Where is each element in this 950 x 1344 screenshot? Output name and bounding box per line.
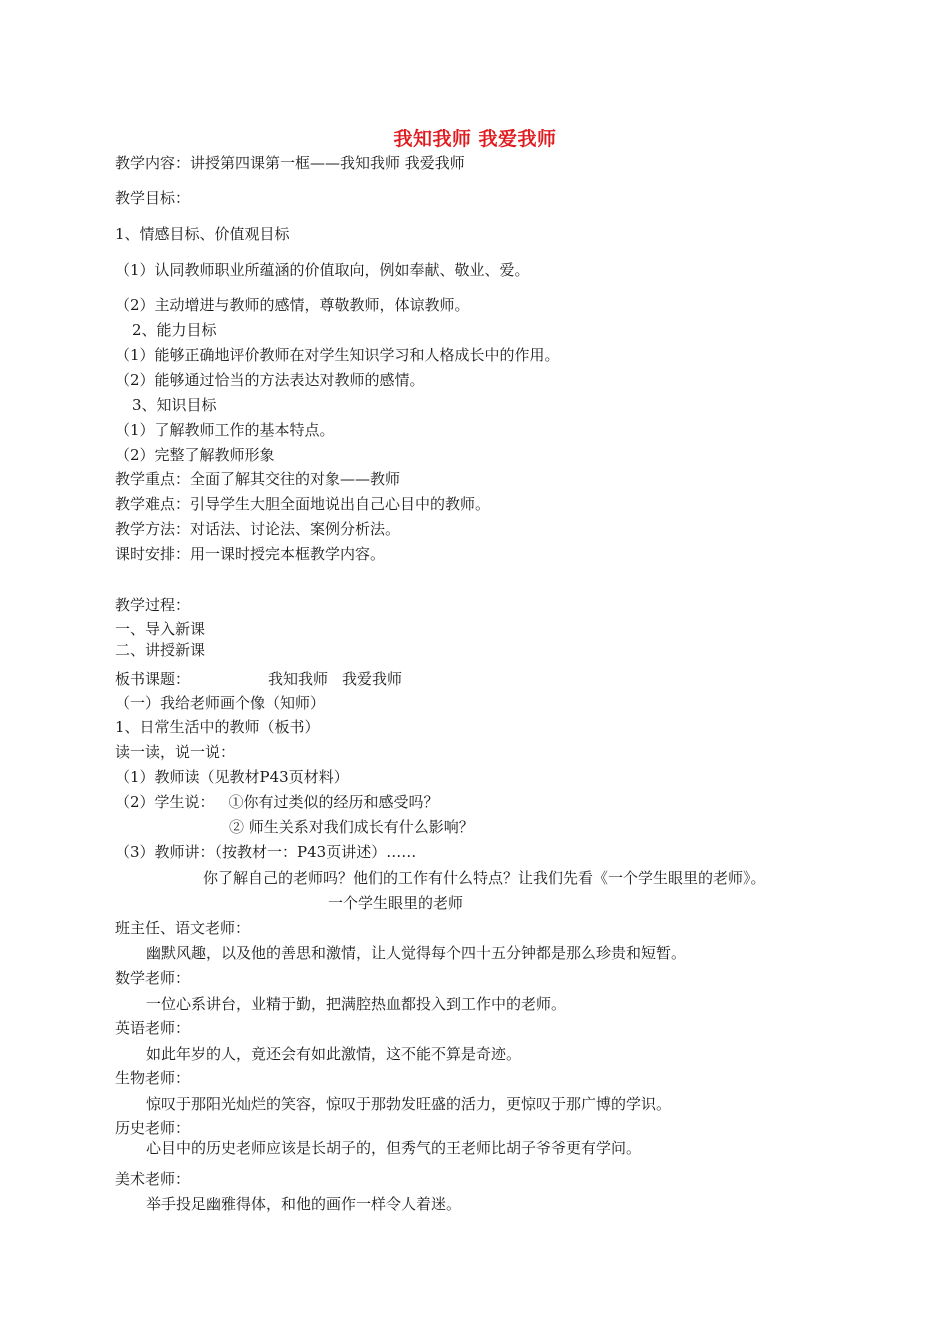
sub1-heading: 1、日常生活中的教师（板书） <box>115 718 320 736</box>
board-title-b: 我爱我师 <box>342 670 403 688</box>
teacher-desc: 举手投足幽雅得体，和他的画作一样令人着迷。 <box>146 1195 462 1213</box>
question-2: ② 师生关系对我们成长有什么影响？ <box>229 818 474 836</box>
goal1-item2: （2）主动增进与教师的感情，尊敬教师，体谅教师。 <box>115 296 470 314</box>
board-title-line <box>115 670 402 688</box>
part1-heading: （一）我给老师画个像（知师） <box>115 694 326 712</box>
teacher-desc: 惊叹于那阳光灿烂的笑容，惊叹于那勃发旺盛的活力，更惊叹于那广博的学识。 <box>146 1095 672 1113</box>
read-say: 读一读，说一说： <box>115 743 236 761</box>
teacher-role: 数学老师： <box>115 969 191 987</box>
teacher-role: 生物老师： <box>115 1069 191 1087</box>
difficulty: 教学难点：引导学生大胆全面地说出自己心目中的教师。 <box>115 495 491 513</box>
board-label: 板书课题： <box>115 670 191 688</box>
teaching-content: 教学内容：讲授第四课第一框——我知我师 我爱我师 <box>115 154 465 172</box>
teacher-talks: （3）教师讲：（按教材一：P43页讲述）…… <box>115 843 417 861</box>
teacher-role: 历史老师： <box>115 1119 191 1137</box>
teacher-role: 班主任、语文老师： <box>115 919 251 937</box>
story-title: 一个学生眼里的老师 <box>328 894 464 912</box>
board-title-a: 我知我师 <box>268 670 329 688</box>
teacher-desc: 如此年岁的人，竟还会有如此激情，这不能不算是奇迹。 <box>146 1045 522 1063</box>
goal2-heading: 2、能力目标 <box>132 321 217 339</box>
question-1: ①你有过类似的经历和感受吗？ <box>228 793 439 811</box>
schedule: 课时安排：用一课时授完本框教学内容。 <box>115 545 386 563</box>
goal3-item2: （2）完整了解教师形象 <box>115 446 275 464</box>
students-say-line <box>115 793 439 811</box>
teacher-desc: 幽默风趣，以及他的善思和激情，让人觉得每个四十五分钟都是那么珍贵和短暂。 <box>146 944 687 962</box>
teacher-desc: 一位心系讲台，业精于勤，把满腔热血都投入到工作中的老师。 <box>146 995 567 1013</box>
key-point: 教学重点：全面了解其交往的对象——教师 <box>115 470 401 488</box>
goal2-item2: （2）能够通过恰当的方法表达对教师的感情。 <box>115 371 425 389</box>
intro-text: 你了解自己的老师吗？他们的工作有什么特点？让我们先看《一个学生眼里的老师》。 <box>203 869 766 887</box>
goals-label: 教学目标： <box>115 189 191 207</box>
teacher-reads: （1）教师读（见教材P43页材料） <box>115 768 349 786</box>
process-label: 教学过程： <box>115 596 191 614</box>
students-say: （2）学生说： <box>115 793 215 811</box>
document-title: 我知我师 我爱我师 <box>393 128 557 150</box>
goal3-heading: 3、知识目标 <box>132 396 217 414</box>
teacher-role: 英语老师： <box>115 1019 191 1037</box>
step-intro: 一、导入新课 <box>115 620 206 638</box>
goal1-item1: （1）认同教师职业所蕴涵的价值取向，例如奉献、敬业、爱。 <box>115 261 530 279</box>
teacher-desc: 心目中的历史老师应该是长胡子的，但秀气的王老师比胡子爷爷更有学问。 <box>146 1139 642 1157</box>
step-teach: 二、讲授新课 <box>115 641 206 659</box>
goal2-item1: （1）能够正确地评价教师在对学生知识学习和人格成长中的作用。 <box>115 346 560 364</box>
goal3-item1: （1）了解教师工作的基本特点。 <box>115 421 335 439</box>
goal1-heading: 1、情感目标、价值观目标 <box>115 225 290 243</box>
methods: 教学方法：对话法、讨论法、案例分析法。 <box>115 520 401 538</box>
teacher-role: 美术老师： <box>115 1170 191 1188</box>
